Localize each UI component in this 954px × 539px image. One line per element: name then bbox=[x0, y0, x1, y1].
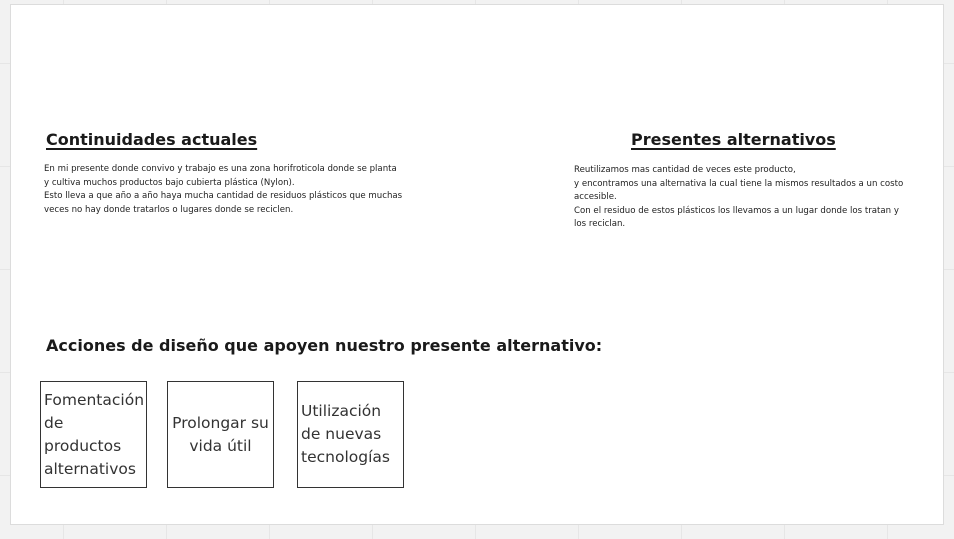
action-card-text: Fomentación de productos alternativos bbox=[44, 390, 145, 478]
presentes-heading[interactable]: Presentes alternativos bbox=[631, 130, 836, 149]
continuidades-heading[interactable]: Continuidades actuales bbox=[46, 130, 258, 149]
continuidades-text[interactable] bbox=[44, 163, 424, 217]
continuidades-line: Esto lleva a que año a año haya mucha cantidad de residuos plásticos que muchas bbox=[44, 191, 403, 201]
presentes-line: Con el residuo de estos plásticos los llevamos a un lugar donde los tratan y bbox=[574, 205, 899, 216]
action-card-fomentacion[interactable] bbox=[40, 381, 147, 488]
continuidades-line: En mi presente donde convivo y trabajo es una zona horifroticola donde se planta bbox=[44, 164, 397, 174]
presentes-line: y encontramos una alternativa la cual tiene la mismos resultados a un costo bbox=[574, 178, 904, 189]
presentes-text[interactable] bbox=[574, 164, 924, 232]
continuidades-line: y cultiva muchos productos bajo cubierta plástica (Nylon). bbox=[44, 177, 295, 188]
action-card-prolongar[interactable] bbox=[167, 381, 274, 488]
presentes-line: accesible. bbox=[574, 192, 617, 202]
action-card-text: Utilización de nuevas tecnologías bbox=[301, 402, 390, 466]
whiteboard-canvas[interactable] bbox=[10, 4, 944, 525]
presentes-line: los reciclan. bbox=[574, 219, 626, 229]
action-card-utilizacion[interactable] bbox=[297, 381, 404, 488]
continuidades-line: veces no hay donde tratarlos o lugares donde se reciclen. bbox=[44, 204, 294, 215]
presentes-line: Reutilizamos mas cantidad de veces este producto, bbox=[574, 165, 796, 175]
acciones-heading[interactable]: Acciones de diseño que apoyen nuestro presente alternativo: bbox=[46, 336, 603, 355]
action-card-text: Prolongar su vida útil bbox=[172, 413, 269, 455]
